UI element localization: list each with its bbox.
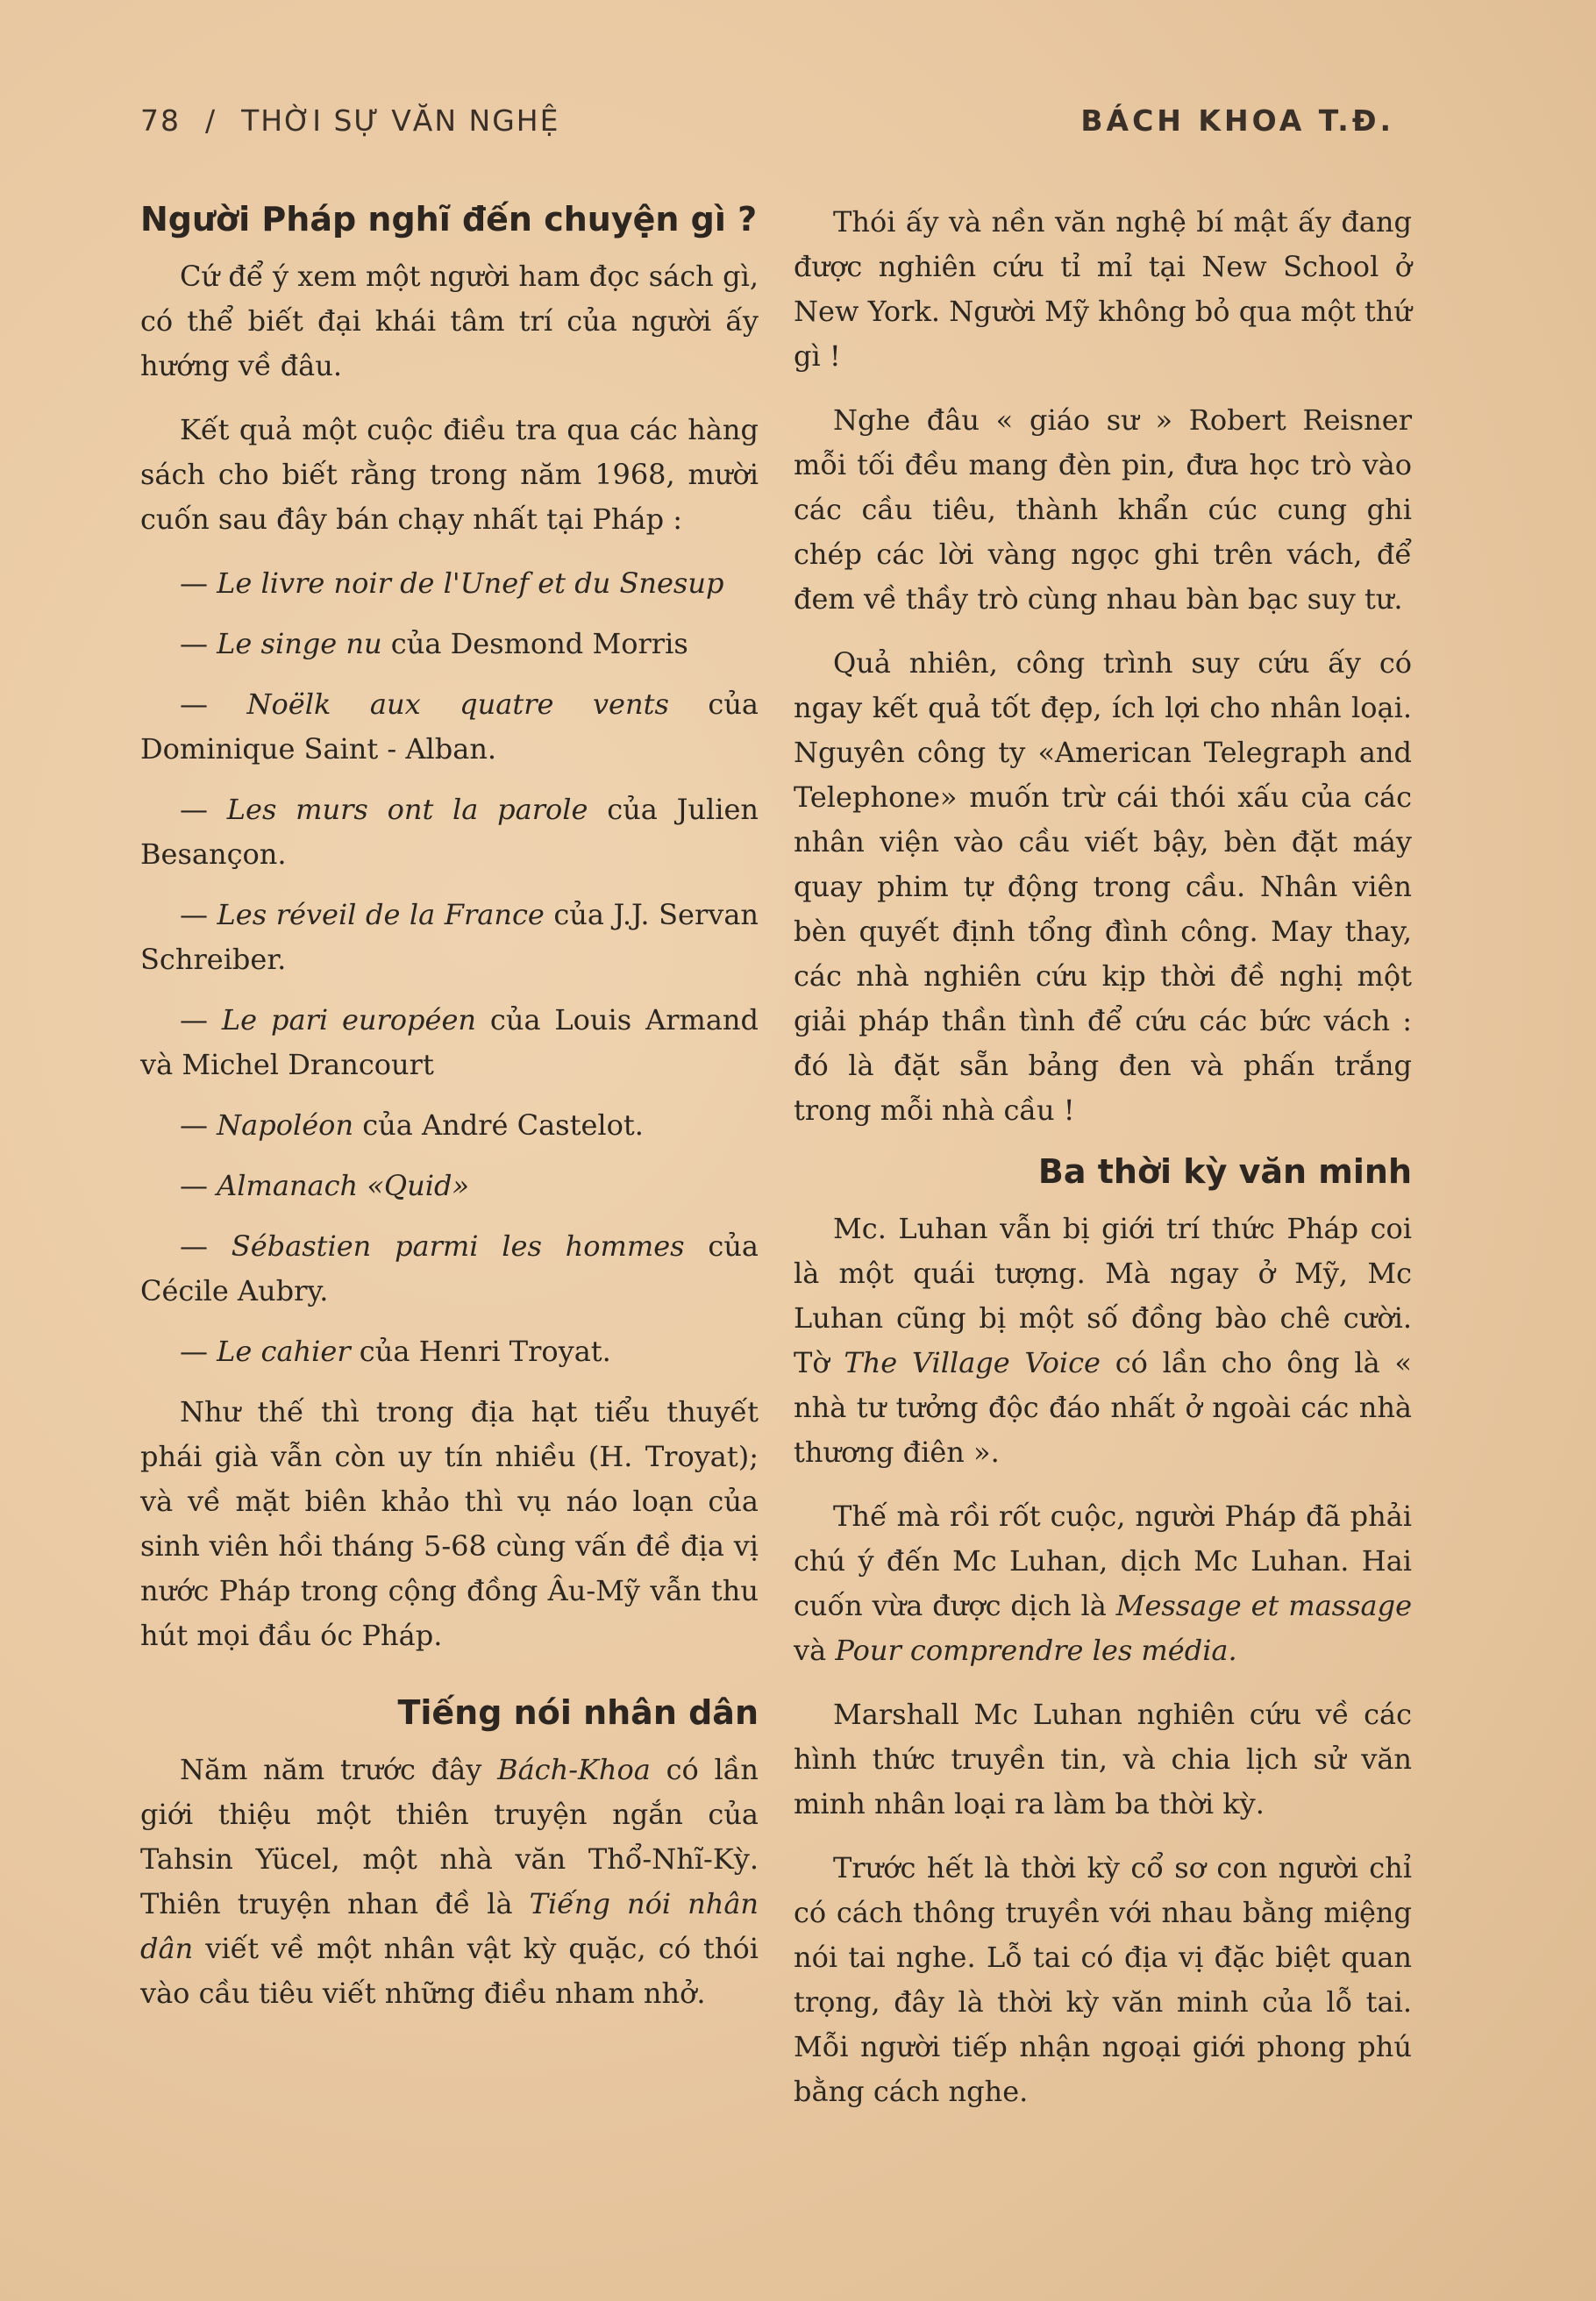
book-author: của Cécile Aubry.: [140, 1229, 759, 1307]
book-item: [140, 682, 759, 772]
book-title: Pour comprendre les média.: [835, 1634, 1237, 1667]
book-item: [140, 622, 759, 666]
book-item: [140, 561, 759, 606]
left-column: [140, 200, 759, 2035]
book-title: Noëlk aux quatre vents: [246, 687, 669, 721]
dash: —: [180, 1335, 217, 1368]
book-title: Le livre noir de l'Unef et du Snesup: [217, 566, 724, 600]
paragraph: Nghe đâu « giáo sư » Robert Reisner mỗi tối đều mang đèn pin, đưa học trò vào các cầu tiêu, thành khẩn cúc cung ghi chép các lời vàng ngọc ghi trên vách, để đem về thầy trò cùng nhau bàn bạc suy tư.: [794, 403, 1412, 616]
book-author: của Henri Troyat.: [350, 1335, 611, 1368]
dash: —: [180, 1108, 217, 1142]
dash: —: [180, 1169, 217, 1202]
paragraph: Trước hết là thời kỳ cổ sơ con người chỉ có cách thông truyền với nhau bằng miệng nói tai nghe. Lỗ tai có địa vị đặc biệt quan trọng, đây là thời kỳ văn minh của lỗ tai. Mỗi người tiếp nhận ngoại giới phong phú bằng cách nghe.: [794, 1851, 1412, 2108]
paragraph: [794, 1494, 1412, 1673]
book-item: [140, 893, 759, 982]
book-title: Les réveil de la France: [217, 898, 545, 931]
book-author: của Julien Besançon.: [140, 793, 759, 871]
text-run: Mc. Luhan vẫn bị giới trí thức Pháp coi là một quái tượng. Mà ngay ở Mỹ, Mc Luhan cũng bị một số đồng bào chê cười. Tờ: [794, 1212, 1412, 1379]
right-column: [794, 200, 1412, 2134]
text-run: Thế mà rồi rốt cuộc, người Pháp đã phải chú ý đến Mc Luhan, dịch Mc Luhan. Hai cuốn vừa được dịch là: [794, 1500, 1412, 1622]
book-title: Le singe nu: [217, 627, 382, 660]
page-number: 78: [140, 103, 181, 138]
book-author: của André Castelot.: [353, 1108, 644, 1142]
header-separator: /: [205, 103, 217, 138]
book-title: Le cahier: [217, 1335, 351, 1368]
magazine-title: Bách-Khoa: [497, 1753, 651, 1786]
text-run: Năm năm trước đây: [180, 1753, 498, 1786]
book-author: của Dominique Saint - Alban.: [140, 687, 759, 766]
paragraph: [140, 1748, 759, 2016]
book-title: Les murs ont la parole: [226, 793, 588, 826]
header-left: [140, 103, 559, 138]
newspaper-title: The Village Voice: [844, 1346, 1101, 1379]
text-run: và: [794, 1634, 836, 1667]
dash: —: [180, 898, 217, 931]
book-author: của Desmond Morris: [381, 627, 688, 660]
heading-nguoi-phap: Người Pháp nghĩ đến chuyện gì ?: [140, 200, 758, 239]
paragraph: Thói ấy và nền văn nghệ bí mật ấy đang được nghiên cứu tỉ mỉ tại New School ở New York. Người Mỹ không bỏ qua một thứ gì !: [794, 205, 1412, 373]
book-author: của J.J. Servan Schreiber.: [140, 898, 759, 976]
dash: —: [180, 1229, 232, 1263]
book-item: [140, 1103, 759, 1148]
story-title: Tiếng nói nhân dân: [140, 1887, 759, 1965]
dash: —: [180, 566, 217, 600]
heading-tieng-noi: Tiếng nói nhân dân: [397, 1693, 759, 1732]
book-item: [140, 1164, 759, 1208]
book-item: [140, 787, 759, 877]
paragraph: [794, 1207, 1412, 1475]
text-run: có lần giới thiệu một thiên truyện ngắn của Tahsin Yücel, một nhà văn Thổ-Nhĩ-Kỳ. Thiên truyện nhan đề là: [140, 1753, 759, 1920]
dash: —: [180, 687, 247, 721]
paragraph: Như thế thì trong địa hạt tiểu thuyết phái già vẫn còn uy tín nhiều (H. Troyat); và về mặt biên khảo thì vụ náo loạn của sinh viên hồi tháng 5-68 cùng vấn đề địa vị nước Pháp trong cộng đồng Âu-Mỹ vẫn thu hút mọi đầu óc Pháp.: [140, 1395, 759, 1652]
dash: —: [180, 1003, 222, 1037]
text-run: có lần cho ông là « nhà tư tưởng độc đáo nhất ở ngoài các nhà thương điên ».: [794, 1346, 1413, 1469]
book-title: Message et massage: [1115, 1589, 1413, 1622]
dash: —: [180, 793, 227, 826]
paragraph: Quả nhiên, công trình suy cứu ấy có ngay kết quả tốt đẹp, ích lợi cho nhân loại. Nguyên công ty «American Telegraph and Telephone» muốn trừ cái thói xấu của các nhân viện vào cầu viết bậy, bèn đặt máy quay phim tự động trong cầu. Nhân viên bèn quyết định tổng đình công. May thay, các nhà nghiên cứu kịp thời đề nghị một giải pháp thần tình để cứu các bức vách : đó là đặt sẵn bảng đen và phấn trắng trong mỗi nhà cầu !: [794, 646, 1412, 1127]
dash: —: [180, 627, 217, 660]
book-author: của Louis Armand và Michel Drancourt: [140, 1003, 759, 1081]
magazine-name: BÁCH KHOA T.Đ.: [1080, 103, 1394, 138]
book-item: [140, 1329, 759, 1374]
heading-ba-thoi-ky: Ba thời kỳ văn minh: [1037, 1152, 1412, 1191]
book-item: [140, 1224, 759, 1314]
book-item: [140, 998, 759, 1087]
book-title: Sébastien parmi les hommes: [231, 1229, 685, 1263]
section-title: THỜI SỰ VĂN NGHỆ: [241, 103, 560, 138]
book-title: Napoléon: [217, 1108, 354, 1142]
running-header: [140, 103, 1394, 156]
book-title: Le pari européen: [221, 1003, 477, 1037]
text-run: viết về một nhân vật kỳ quặc, có thói vào cầu tiêu viết những điều nham nhở.: [140, 1932, 759, 2010]
paragraph: Cứ để ý xem một người ham đọc sách gì, có thể biết đại khái tâm trí của người ấy hướng về đâu.: [140, 260, 759, 382]
paragraph: Marshall Mc Luhan nghiên cứu về các hình thức truyền tin, và chia lịch sử văn minh nhân loại ra làm ba thời kỳ.: [794, 1698, 1412, 1820]
book-title: Almanach «Quid»: [217, 1169, 470, 1202]
paragraph: Kết quả một cuộc điều tra qua các hàng sách cho biết rằng trong năm 1968, mười cuốn sau đây bán chạy nhất tại Pháp :: [140, 413, 759, 536]
